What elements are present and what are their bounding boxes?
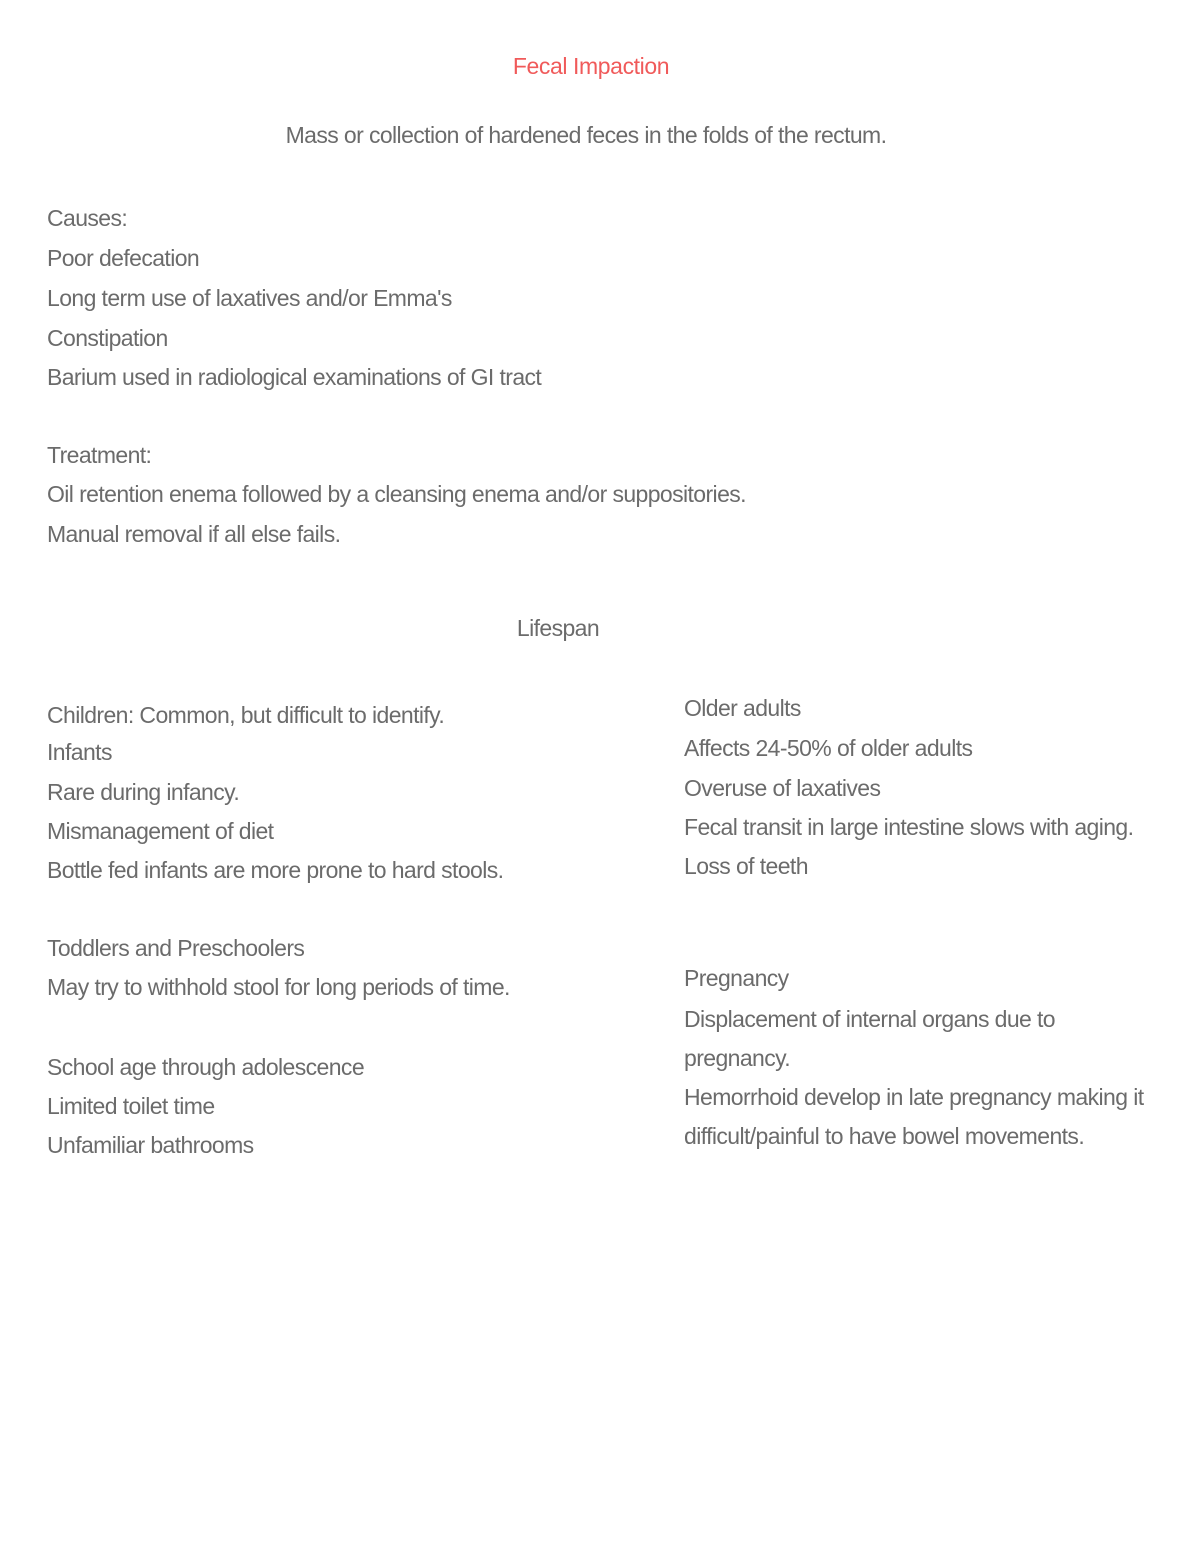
older-adults-item: Loss of teeth — [684, 853, 808, 879]
cause-item: Long term use of laxatives and/or Emma's — [47, 285, 452, 311]
document-title: Fecal Impaction — [512, 53, 670, 79]
infants-item: Bottle fed infants are more prone to hard stools. — [47, 857, 504, 883]
pregnancy-item: Hemorrhoid develop in late pregnancy making it difficult/painful to have bowel movements. — [684, 1084, 1144, 1149]
treatment-item: Oil retention enema followed by a cleansing enema and/or suppositories. — [47, 481, 746, 507]
older-adults-item: Affects 24-50% of older adults — [684, 735, 973, 761]
children-text: Children: Common, but difficult to identify. — [47, 702, 445, 728]
treatment-heading: Treatment: — [47, 442, 152, 468]
causes-heading: Causes: — [47, 205, 128, 231]
school-age-item: Unfamiliar bathrooms — [47, 1132, 254, 1158]
school-age-heading: School age through adolescence — [47, 1054, 365, 1080]
cause-item: Barium used in radiological examinations of GI tract — [47, 364, 542, 390]
infants-item: Rare during infancy. — [47, 779, 240, 805]
older-adults-item: Overuse of laxatives — [684, 775, 881, 801]
older-adults-heading: Older adults — [684, 695, 801, 721]
pregnancy-heading: Pregnancy — [684, 965, 789, 991]
school-age-item: Limited toilet time — [47, 1093, 215, 1119]
cause-item: Poor defecation — [47, 245, 200, 271]
infants-heading: Infants — [47, 739, 112, 765]
toddlers-heading: Toddlers and Preschoolers — [47, 935, 305, 961]
cause-item: Constipation — [47, 325, 168, 351]
definition-text: Mass or collection of hardened feces in the folds of the rectum. — [285, 122, 887, 148]
pregnancy-item: Displacement of internal organs due to pregnancy. — [684, 1006, 1055, 1071]
older-adults-item: Fecal transit in large intestine slows with aging. — [684, 814, 1134, 840]
toddlers-item: May try to withhold stool for long periods of time. — [47, 974, 510, 1000]
treatment-item: Manual removal if all else fails. — [47, 521, 341, 547]
infants-item: Mismanagement of diet — [47, 818, 274, 844]
lifespan-heading: Lifespan — [516, 615, 600, 641]
